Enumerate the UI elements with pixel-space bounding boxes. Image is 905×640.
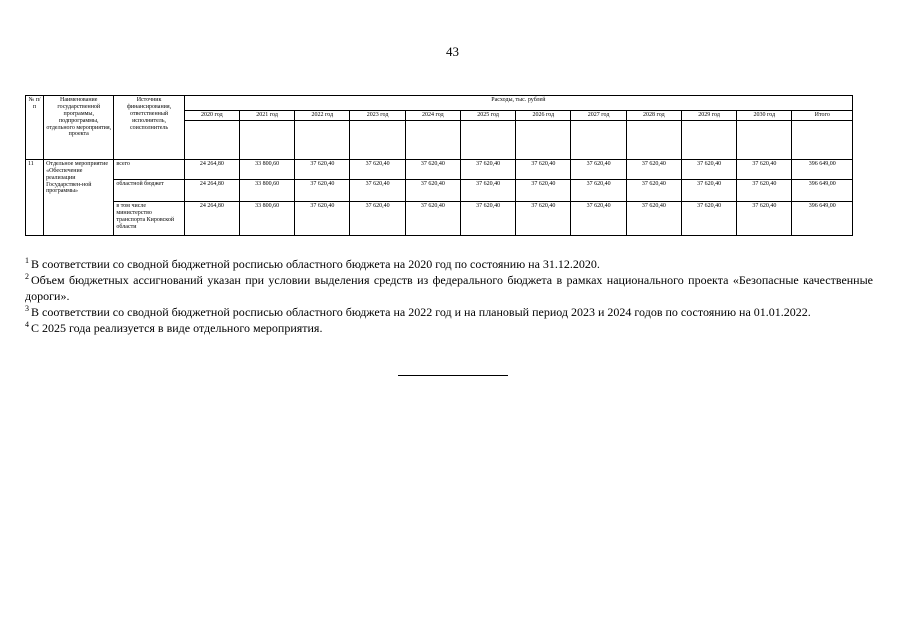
header-year: 2028 год xyxy=(626,111,681,121)
cell-value: 37 620,40 xyxy=(571,201,626,235)
cell-value: 37 620,40 xyxy=(295,179,350,201)
cell-value: 37 620,40 xyxy=(350,179,405,201)
cell-value: 37 620,40 xyxy=(460,201,515,235)
header-year: 2030 год xyxy=(737,111,792,121)
cell-value: 37 620,40 xyxy=(681,179,736,201)
cell-value: 37 620,40 xyxy=(295,201,350,235)
cell-value: 37 620,40 xyxy=(681,159,736,179)
footnote xyxy=(25,320,873,336)
budget-table xyxy=(25,95,853,236)
cell-value: 37 620,40 xyxy=(460,179,515,201)
header-year: 2023 год xyxy=(350,111,405,121)
row-number: 11 xyxy=(26,159,44,235)
cell-value: 37 620,40 xyxy=(350,159,405,179)
cell-value: 37 620,40 xyxy=(350,201,405,235)
cell-value: 37 620,40 xyxy=(626,201,681,235)
cell-value: 37 620,40 xyxy=(405,179,460,201)
cell-value: 33 800,60 xyxy=(239,159,294,179)
cell-value: 37 620,40 xyxy=(737,201,792,235)
header-year: 2022 год xyxy=(295,111,350,121)
header-num: № п/п xyxy=(26,96,44,160)
footnote-text: В соответствии со сводной бюджетной росписью областного бюджета на 2022 год и на плановый период 2023 и 2024 годов по состоянию на 01.01.2022. xyxy=(31,305,811,319)
header-row-top xyxy=(26,96,853,111)
header-year: 2026 год xyxy=(516,111,571,121)
end-divider xyxy=(398,375,508,376)
row-name: Отдельное мероприятие «Обеспечение реализации Государствен-ной программы» xyxy=(44,159,114,235)
header-source: Источник финансирования, ответственный исполнитель, соисполнитель xyxy=(114,96,184,160)
footnote-mark: 4 xyxy=(25,320,29,329)
cell-value: 37 620,40 xyxy=(626,159,681,179)
footnote-text: Объем бюджетных ассигнований указан при условии выделения средств из федерального бюджета в рамках национального проекта «Безопасные качественные дороги». xyxy=(25,273,873,303)
row-source: всего xyxy=(114,159,184,179)
header-expenses: Расходы, тыс. рублей xyxy=(184,96,852,111)
cell-value: 37 620,40 xyxy=(516,179,571,201)
header-year: 2020 год xyxy=(184,111,239,121)
footnote-mark: 3 xyxy=(25,304,29,313)
footnote-mark: 1 xyxy=(25,256,29,265)
cell-value: 24 264,80 xyxy=(184,159,239,179)
cell-value: 33 800,60 xyxy=(239,179,294,201)
cell-value: 37 620,40 xyxy=(405,159,460,179)
header-year: 2024 год xyxy=(405,111,460,121)
header-name: Наименование государственной программы, подпрограммы, отдельного мероприятия, проекта xyxy=(44,96,114,160)
cell-value: 37 620,40 xyxy=(516,201,571,235)
page-number: 43 xyxy=(446,44,459,59)
header-year: 2025 год xyxy=(460,111,515,121)
header-year: 2029 год xyxy=(681,111,736,121)
row-source: в том числе министерство транспорта Кировской области xyxy=(114,201,184,235)
cell-value: 37 620,40 xyxy=(681,201,736,235)
footnote-text: С 2025 года реализуется в виде отдельного мероприятия. xyxy=(31,321,323,335)
cell-value: 24 264,80 xyxy=(184,201,239,235)
cell-total: 396 649,00 xyxy=(792,159,853,179)
cell-value: 37 620,40 xyxy=(737,179,792,201)
cell-value: 37 620,40 xyxy=(737,159,792,179)
footnote xyxy=(25,304,873,320)
cell-value: 37 620,40 xyxy=(626,179,681,201)
table-row xyxy=(26,159,853,179)
footnotes xyxy=(25,256,873,336)
footnote xyxy=(25,256,873,272)
header-total: Итого xyxy=(792,111,853,121)
header-year: 2027 год xyxy=(571,111,626,121)
table-row xyxy=(26,179,853,201)
cell-total: 396 649,00 xyxy=(792,201,853,235)
cell-value: 24 264,80 xyxy=(184,179,239,201)
footnote xyxy=(25,272,873,304)
table-row xyxy=(26,201,853,235)
row-source: областной бюджет xyxy=(114,179,184,201)
cell-value: 37 620,40 xyxy=(460,159,515,179)
cell-value: 37 620,40 xyxy=(295,159,350,179)
cell-value: 37 620,40 xyxy=(571,179,626,201)
footnote-mark: 2 xyxy=(25,272,29,281)
cell-total: 396 649,00 xyxy=(792,179,853,201)
cell-value: 37 620,40 xyxy=(405,201,460,235)
footnote-text: В соответствии со сводной бюджетной росписью областного бюджета на 2020 год по состоянию на 31.12.2020. xyxy=(31,257,600,271)
cell-value: 37 620,40 xyxy=(571,159,626,179)
cell-value: 33 800,60 xyxy=(239,201,294,235)
cell-value: 37 620,40 xyxy=(516,159,571,179)
header-year: 2021 год xyxy=(239,111,294,121)
